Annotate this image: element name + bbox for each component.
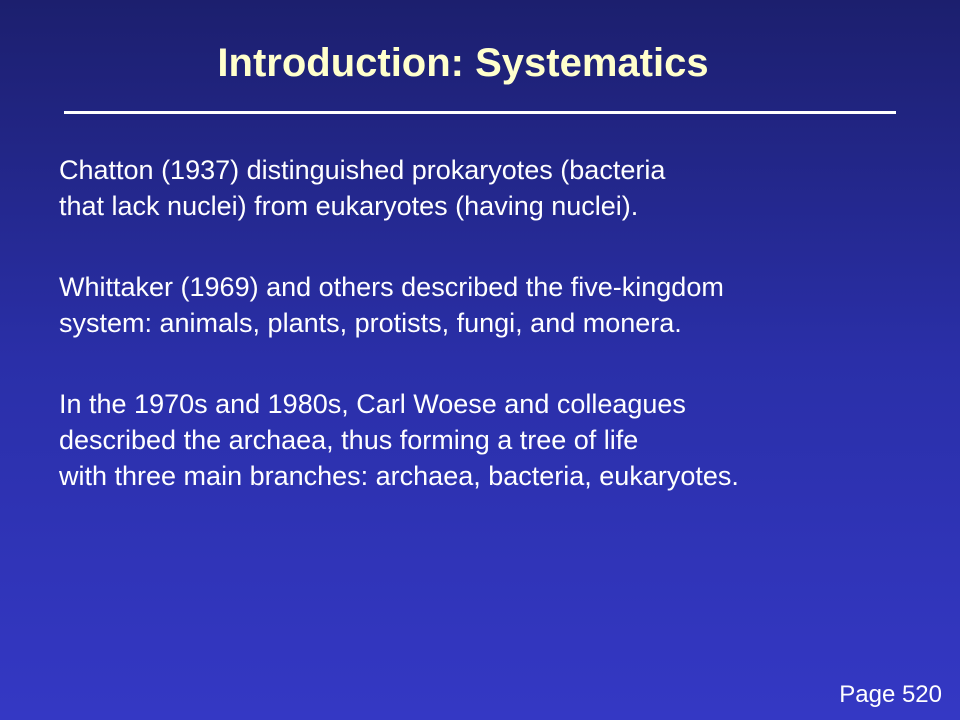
text-line: Whittaker (1969) and others described the five-kingdom: [59, 272, 724, 302]
text-line: that lack nuclei) from eukaryotes (having nuclei).: [59, 191, 639, 221]
text-line: In the 1970s and 1980s, Carl Woese and colleagues: [59, 389, 686, 419]
page-number: Page 520: [839, 681, 942, 708]
text-line: Chatton (1937) distinguished prokaryotes (bacteria: [59, 155, 666, 185]
text-line: system: animals, plants, protists, fungi, and monera.: [59, 308, 682, 338]
text-line: described the archaea, thus forming a tree of life: [59, 425, 639, 455]
text-line: with three main branches: archaea, bacteria, eukaryotes.: [59, 461, 739, 491]
slide-title: Introduction: Systematics: [217, 41, 709, 85]
title-divider: [64, 111, 896, 114]
paragraph-chatton: [59, 152, 939, 224]
paragraph-whittaker: [59, 269, 939, 341]
slide-body: [59, 152, 939, 539]
paragraph-woese: [59, 386, 939, 494]
